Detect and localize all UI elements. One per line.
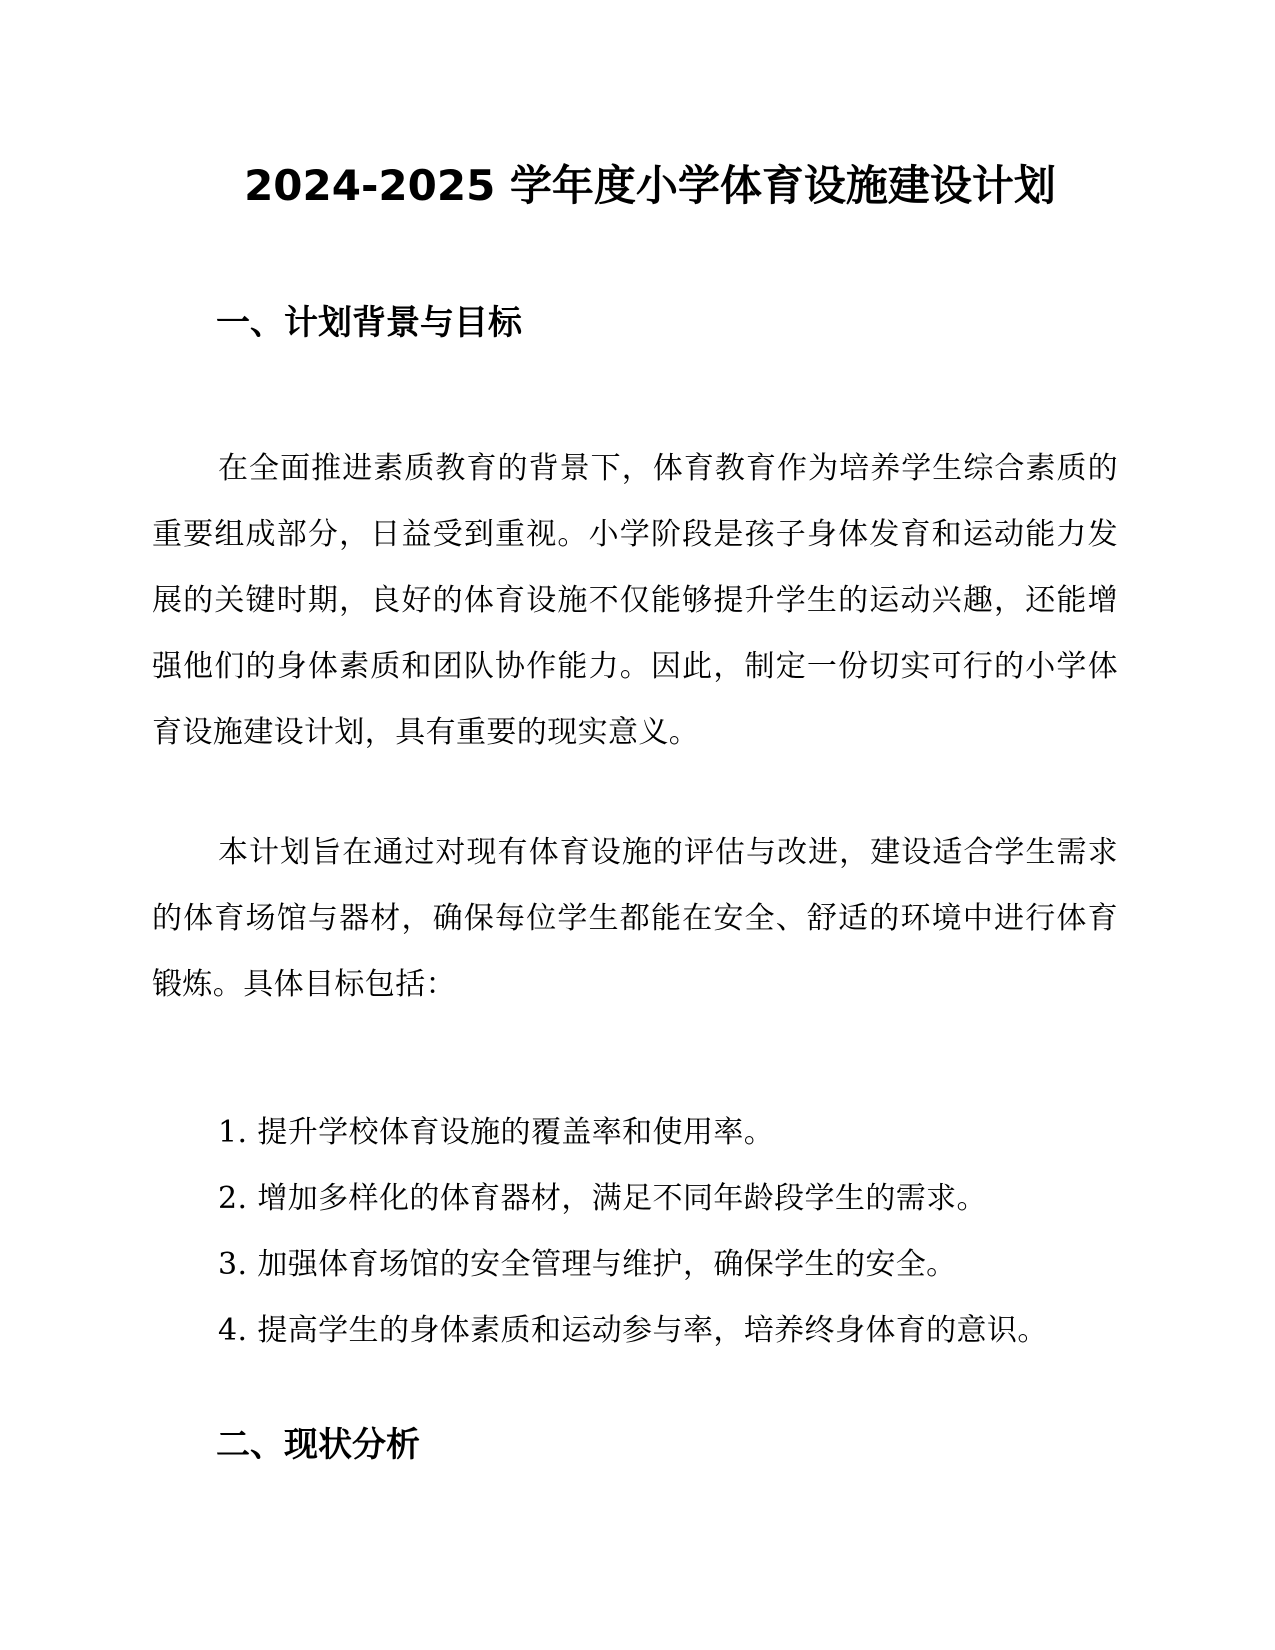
list-item: 4. 提高学生的身体素质和运动参与率，培养终身体育的意识。: [218, 1313, 1048, 1348]
paragraph-background: 在全面推进素质教育的背景下，体育教育作为培养学生综合素质的重要组成部分，日益受到重视。小学阶段是孩子身体发育和运动能力发展的关键时期，良好的体育设施不仅能够提升学生的运动兴趣，还能增强他们的身体素质和团队协作能力。因此，制定一份切实可行的小学体育设施建设计划，具有重要的现实意义。: [152, 451, 1118, 750]
list-item: 3. 加强体育场馆的安全管理与维护，确保学生的安全。: [218, 1247, 957, 1282]
list-item: 2. 增加多样化的体育器材，满足不同年龄段学生的需求。: [218, 1181, 987, 1216]
paragraph-plan-purpose: 本计划旨在通过对现有体育设施的评估与改进，建设适合学生需求的体育场馆与器材，确保每位学生都能在安全、舒适的环境中进行体育锻炼。具体目标包括：: [152, 835, 1118, 1002]
section-heading-status-analysis: 二、现状分析: [216, 1425, 420, 1465]
list-item: 1. 提升学校体育设施的覆盖率和使用率。: [218, 1115, 775, 1150]
goals-list: [218, 1100, 1118, 1364]
document-title: 2024-2025 学年度小学体育设施建设计划: [244, 161, 1056, 210]
section-heading-background-goals: 一、计划背景与目标: [216, 303, 522, 343]
